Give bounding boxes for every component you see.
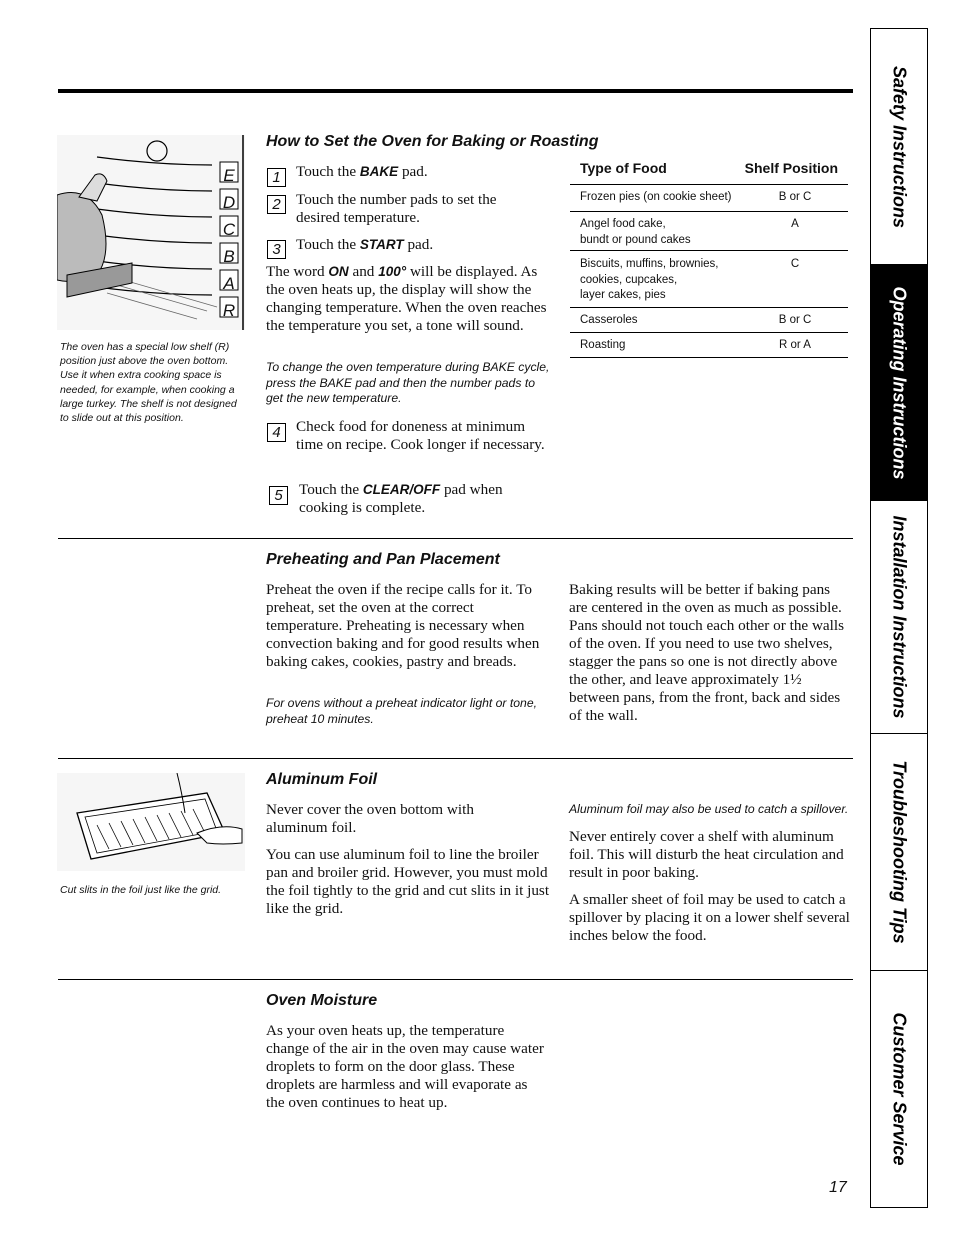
- section-heading: Oven Moisture: [266, 992, 378, 1009]
- food-type: Angel food cake, bundt or pound cakes: [580, 218, 691, 246]
- foil-note: Aluminum foil may also be used to catch a spillover.: [569, 802, 849, 816]
- shelf-position: B or C: [778, 314, 812, 326]
- shelf-label: D: [222, 193, 236, 212]
- tab-installation-instructions[interactable]: [871, 501, 927, 734]
- column-header: Shelf Position: [744, 160, 838, 176]
- foil-text: Never entirely cover a shelf with aluminum foil. This will disturb the heat circulation and result in poor baking.: [569, 828, 844, 881]
- step-number: 3: [267, 240, 286, 259]
- step-text: Touch the BAKE pad.: [296, 163, 428, 180]
- shelf-label: A: [223, 274, 235, 293]
- oven-shelf-illustration: [57, 135, 245, 330]
- foil-figure: [57, 773, 245, 871]
- display-description: The word ON and 100° will be displayed. As the oven heats up, the display will show the changing temperature. When the oven reaches the temperature you set, a tone will sound.: [266, 263, 547, 334]
- tab-label: Customer Service: [889, 1012, 910, 1166]
- pan-placement-text: Baking results will be better if baking pans are centered in the oven as much as possible. Pans should not touch each other or the walls of the oven. If you need to use two shelves, stagger the pans so one is not directly above the other, and leave approximately 1½ between pans, from the front, back and sides of the wall.: [569, 581, 845, 724]
- shelf-label: B: [223, 247, 235, 266]
- preheat-text: Preheat the oven if the recipe calls for it. To preheat, set the oven at the correct temperature. Preheating is necessary when convection baking and for good results when baking cakes, cookies, pastry and breads.: [266, 581, 540, 670]
- tab-label: Installation Instructions: [889, 515, 910, 719]
- step-number: 5: [269, 486, 288, 505]
- broiler-grid-illustration: [57, 773, 245, 871]
- step-number: 4: [267, 423, 286, 442]
- table-header: [570, 160, 848, 185]
- tab-label: Operating Instructions: [889, 285, 910, 480]
- table-row: [570, 185, 848, 212]
- tab-label: Troubleshooting Tips: [889, 760, 910, 944]
- temperature-change-note: To change the oven temperature during BAKE cycle, press the BAKE pad and then the number pads to get the new temperature.: [266, 360, 550, 405]
- section-divider: [58, 538, 853, 539]
- step-number: 2: [267, 195, 286, 214]
- shelf-position: C: [790, 258, 800, 270]
- section-heading: How to Set the Oven for Baking or Roasting: [266, 133, 599, 150]
- top-rule: [58, 89, 853, 93]
- foil-text: A smaller sheet of foil may be used to catch a spillover by placing it on a lower shelf several inches below the food.: [569, 891, 850, 944]
- food-type: Frozen pies (on cookie sheet): [580, 191, 732, 203]
- shelf-position: B or C: [778, 191, 812, 203]
- step-text: Touch the CLEAR/OFF pad when cooking is complete.: [299, 481, 503, 516]
- food-type: Biscuits, muffins, brownies, cookies, cupcakes, layer cakes, pies: [580, 258, 719, 301]
- tab-safety-instructions[interactable]: [871, 29, 927, 265]
- shelf-position: R or A: [779, 339, 811, 351]
- section-divider: [58, 758, 853, 759]
- section-heading: Preheating and Pan Placement: [266, 551, 500, 568]
- column-header: Type of Food: [580, 160, 667, 176]
- figure-caption: The oven has a special low shelf (R) position just above the oven bottom. Use it when extra cooking space is needed, for example, when cooking a large turkey. The shelf is not designed to slide out at this position.: [60, 341, 237, 425]
- oven-shelf-figure: [57, 135, 245, 330]
- step-text: Touch the number pads to set the desired temperature.: [296, 191, 497, 226]
- moisture-text: As your oven heats up, the temperature change of the air in the oven may cause water droplets to form on the door glass. These droplets are harmless and will evaporate as the oven continues to heat up.: [266, 1022, 544, 1111]
- tab-label: Safety Instructions: [889, 65, 910, 228]
- page-number: 17: [829, 1179, 847, 1196]
- section-divider: [58, 979, 853, 980]
- foil-text: You can use aluminum foil to line the broiler pan and broiler grid. However, you must mold the foil tightly to the grid and cut slits in it just like the grid.: [266, 846, 550, 917]
- step-number: 1: [267, 168, 286, 187]
- step-text: Check food for doneness at minimum time on recipe. Cook longer if necessary.: [296, 418, 545, 453]
- step-text: Touch the START pad.: [296, 236, 434, 253]
- foil-text: Never cover the oven bottom with aluminum foil.: [266, 801, 474, 836]
- shelf-position-table: [570, 160, 848, 358]
- table-row: [570, 333, 848, 358]
- preheat-note: For ovens without a preheat indicator light or tone, preheat 10 minutes.: [266, 696, 537, 726]
- table-row: [570, 212, 848, 251]
- figure-caption: Cut slits in the foil just like the grid.: [60, 884, 222, 896]
- shelf-position: A: [791, 218, 799, 230]
- shelf-label: R: [222, 301, 236, 320]
- section-heading: Aluminum Foil: [266, 771, 378, 788]
- tab-troubleshooting-tips[interactable]: [871, 734, 927, 971]
- tab-customer-service[interactable]: [871, 971, 927, 1207]
- table-row: [570, 251, 848, 308]
- shelf-label: E: [223, 166, 235, 185]
- shelf-label: C: [222, 220, 236, 239]
- tab-operating-instructions[interactable]: [871, 265, 927, 501]
- food-type: Roasting: [580, 339, 626, 351]
- food-type: Casseroles: [580, 314, 638, 326]
- table-row: [570, 308, 848, 333]
- section-tabs: [870, 28, 928, 1208]
